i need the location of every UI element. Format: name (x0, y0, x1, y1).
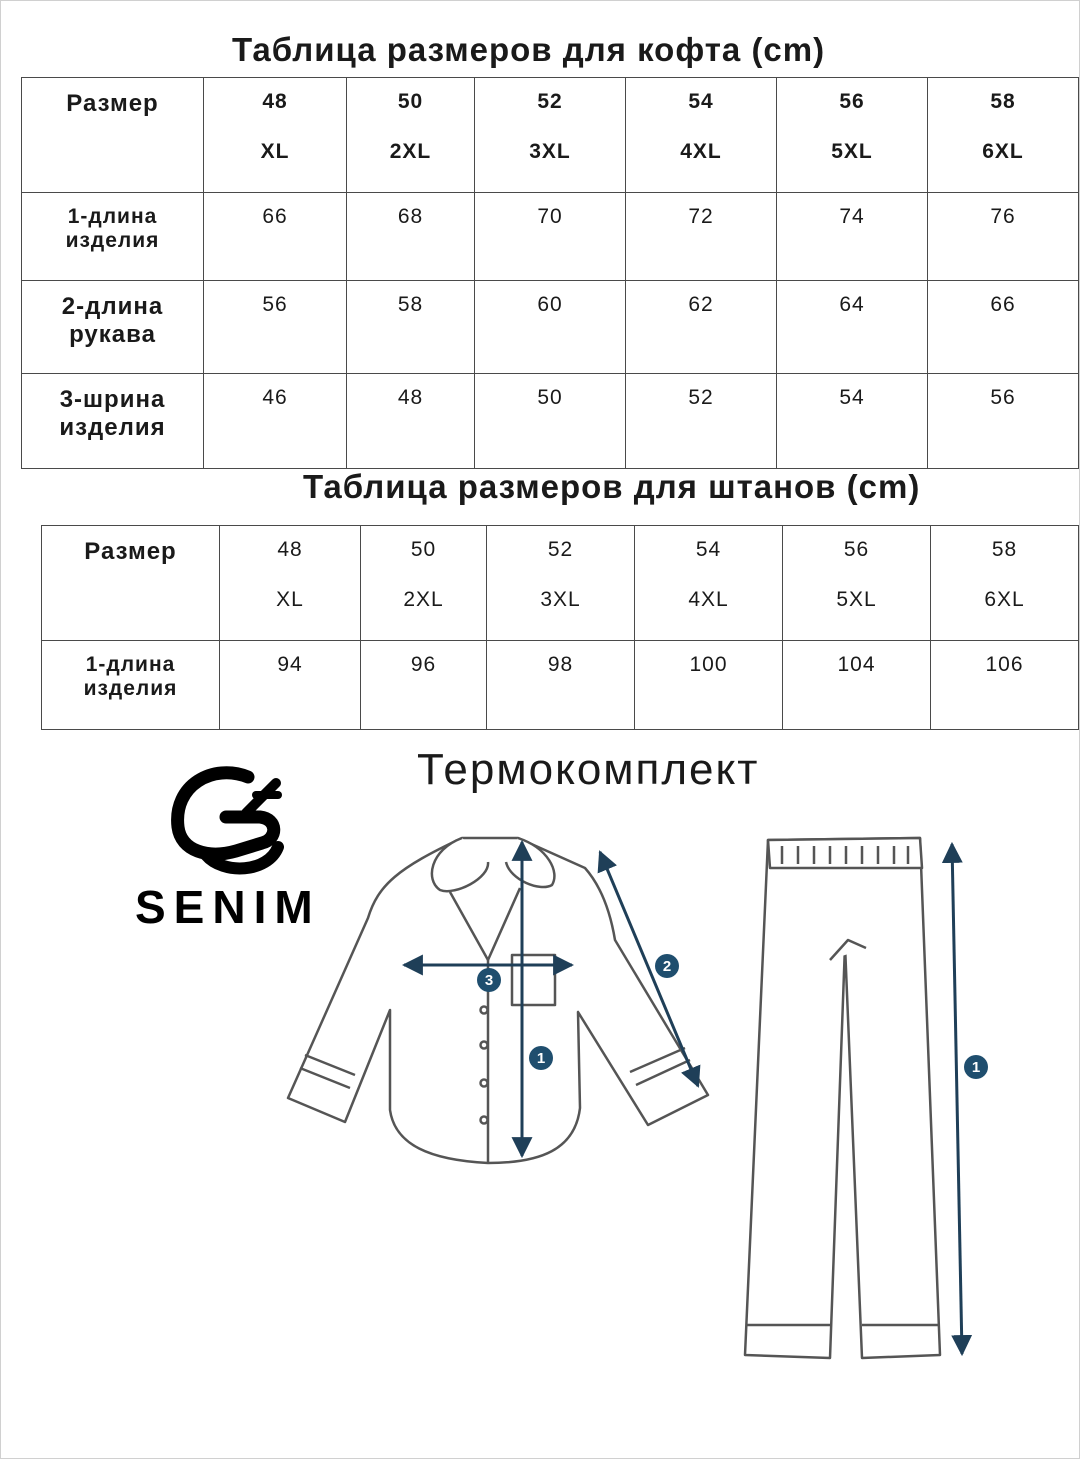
table-cell: 66 (204, 193, 347, 281)
table-cell: 68 (347, 193, 475, 281)
table-cell: 52 (626, 374, 777, 469)
table-cell: 66 (928, 281, 1079, 374)
top-size-table-title: Таблица размеров для кофта (cm) (232, 31, 826, 68)
table-cell: 54 (777, 374, 928, 469)
size-header-label: Размер (42, 526, 220, 641)
marker-shirt-length (529, 1046, 553, 1070)
marker-pants-length (964, 1055, 988, 1079)
table-cell: 48 (347, 374, 475, 469)
table-cell: 70 (475, 193, 626, 281)
size-column: 52 3XL (475, 78, 626, 193)
svg-text:1: 1 (536, 1050, 546, 1067)
product-title: Термокомплект (417, 745, 760, 794)
size-column: 48 XL (204, 78, 347, 193)
marker-chest-width (477, 968, 501, 992)
size-column: 56 5XL (783, 526, 931, 641)
size-header-label: Размер (22, 78, 204, 193)
row-label: 1-длина изделия (22, 193, 204, 281)
svg-text:3: 3 (484, 972, 494, 989)
table-cell: 60 (475, 281, 626, 374)
svg-text:2: 2 (662, 958, 672, 975)
table-cell: 64 (777, 281, 928, 374)
table-cell: 58 (347, 281, 475, 374)
table-cell: 62 (626, 281, 777, 374)
table-cell: 72 (626, 193, 777, 281)
table-cell: 96 (361, 641, 487, 730)
table-cell: 98 (487, 641, 635, 730)
size-column: 50 2XL (361, 526, 487, 641)
size-column: 52 3XL (487, 526, 635, 641)
table-cell: 94 (220, 641, 361, 730)
row-label: 2-длина рукава (22, 281, 204, 374)
table-cell: 46 (204, 374, 347, 469)
size-column: 54 4XL (635, 526, 783, 641)
pants-size-table-title: Таблица размеров для штанов (cm) (303, 468, 921, 505)
pants-drawing (745, 838, 940, 1358)
brand-name: SENIM (135, 881, 321, 933)
size-column: 56 5XL (777, 78, 928, 193)
table-cell: 50 (475, 374, 626, 469)
row-label: 3-шрина изделия (22, 374, 204, 469)
size-column: 48 XL (220, 526, 361, 641)
table-cell: 104 (783, 641, 931, 730)
table-cell: 56 (928, 374, 1079, 469)
size-column: 58 6XL (931, 526, 1079, 641)
size-column: 54 4XL (626, 78, 777, 193)
table-cell: 100 (635, 641, 783, 730)
table-cell: 76 (928, 193, 1079, 281)
table-cell: 106 (931, 641, 1079, 730)
svg-text:1: 1 (971, 1059, 981, 1076)
size-column: 50 2XL (347, 78, 475, 193)
shirt-drawing (288, 838, 708, 1163)
row-label: 1-длина изделия (42, 641, 220, 730)
marker-sleeve-length (655, 954, 679, 978)
table-cell: 74 (777, 193, 928, 281)
size-column: 58 6XL (928, 78, 1079, 193)
table-cell: 56 (204, 281, 347, 374)
